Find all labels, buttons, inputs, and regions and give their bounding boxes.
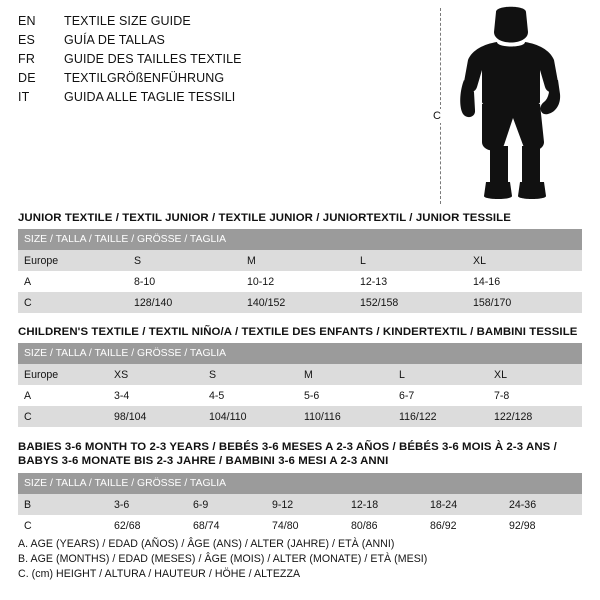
cell: 6-7 <box>393 385 488 406</box>
legend-line-c: C. (cm) HEIGHT / ALTURA / HAUTEUR / HÖHE / ALTEZZA <box>18 568 301 580</box>
row-label: C <box>18 292 128 313</box>
table-row <box>18 385 582 406</box>
cell: S <box>203 364 298 385</box>
cell: 92/98 <box>503 515 582 536</box>
language-title: GUIDA ALLE TAGLIE TESSILI <box>64 90 236 104</box>
height-measure-figure <box>426 6 586 206</box>
language-row <box>18 90 438 109</box>
cell: 98/104 <box>108 406 203 427</box>
row-label: A <box>18 271 128 292</box>
row-label: A <box>18 385 108 406</box>
height-measure-label: C <box>433 110 441 122</box>
cell: 5-6 <box>298 385 393 406</box>
cell: 6-9 <box>187 494 266 515</box>
language-code: IT <box>18 90 30 104</box>
cell: 18-24 <box>424 494 503 515</box>
table-row <box>18 271 582 292</box>
row-label: C <box>18 406 108 427</box>
cell: 122/128 <box>488 406 582 427</box>
cell: 116/122 <box>393 406 488 427</box>
cell: XS <box>108 364 203 385</box>
cell: 7-8 <box>488 385 582 406</box>
cell: 12-18 <box>345 494 424 515</box>
cell: 68/74 <box>187 515 266 536</box>
cell: 74/80 <box>266 515 345 536</box>
language-row <box>18 33 438 52</box>
table-row <box>18 250 582 271</box>
cell: 152/158 <box>354 292 467 313</box>
babies-size-table <box>18 473 582 536</box>
table-head-row <box>18 343 582 364</box>
table-head-label: SIZE / TALLA / TAILLE / GRÖSSE / TAGLIA <box>18 229 582 250</box>
language-code: EN <box>18 14 36 28</box>
row-label: Europe <box>18 250 128 271</box>
language-code: FR <box>18 52 36 66</box>
table-row <box>18 515 582 536</box>
language-row <box>18 52 438 71</box>
table-head-label: SIZE / TALLA / TAILLE / GRÖSSE / TAGLIA <box>18 473 582 494</box>
table-row <box>18 406 582 427</box>
language-code: DE <box>18 71 36 85</box>
section-title: BABIES 3-6 MONTH TO 2-3 YEARS / BEBÉS 3-6 MESES A 2-3 AÑOS / BÉBÉS 3-6 MOIS À 2-3 ANS / BABYS 3-6 MONATE BIS 2-3 JAHRE / BAMBINI 3-6 MESI A 2-3 ANNI <box>18 441 557 467</box>
legend-line-b: B. AGE (MONTHS) / EDAD (MESES) / ÂGE (MOIS) / ALTER (MONATE) / ETÀ (MESI) <box>18 553 428 565</box>
cell: 128/140 <box>128 292 241 313</box>
language-header-block <box>18 14 438 109</box>
language-title: TEXTILGRÖßENFÜHRUNG <box>64 71 225 85</box>
height-guide-line <box>440 8 441 204</box>
cell: 104/110 <box>203 406 298 427</box>
cell: 24-36 <box>503 494 582 515</box>
cell: L <box>354 250 467 271</box>
cell: 80/86 <box>345 515 424 536</box>
cell: 10-12 <box>241 271 354 292</box>
row-label: B <box>18 494 108 515</box>
language-title: TEXTILE SIZE GUIDE <box>64 14 191 28</box>
cell: M <box>298 364 393 385</box>
section-babies <box>18 440 584 536</box>
cell: 4-5 <box>203 385 298 406</box>
language-row <box>18 71 438 90</box>
section-title: CHILDREN'S TEXTILE / TEXTIL NIÑO/A / TEXTILE DES ENFANTS / KINDERTEXTIL / BAMBINI TESSILE <box>18 326 578 338</box>
cell: XL <box>488 364 582 385</box>
cell: XL <box>467 250 582 271</box>
children-size-table <box>18 343 582 427</box>
table-row <box>18 364 582 385</box>
table-row <box>18 292 582 313</box>
language-code: ES <box>18 33 36 47</box>
table-head-row <box>18 473 582 494</box>
cell: 110/116 <box>298 406 393 427</box>
section-title: JUNIOR TEXTILE / TEXTIL JUNIOR / TEXTILE JUNIOR / JUNIORTEXTIL / JUNIOR TESSILE <box>18 212 511 224</box>
cell: 62/68 <box>108 515 187 536</box>
legend-block <box>18 537 578 582</box>
cell: 12-13 <box>354 271 467 292</box>
cell: 8-10 <box>128 271 241 292</box>
row-label: Europe <box>18 364 108 385</box>
cell: M <box>241 250 354 271</box>
cell: S <box>128 250 241 271</box>
table-head-row <box>18 229 582 250</box>
cell: 86/92 <box>424 515 503 536</box>
junior-size-table <box>18 229 582 313</box>
table-row <box>18 494 582 515</box>
child-silhouette-icon <box>452 6 582 204</box>
language-title: GUÍA DE TALLAS <box>64 33 165 47</box>
table-head-label: SIZE / TALLA / TAILLE / GRÖSSE / TAGLIA <box>18 343 582 364</box>
cell: 140/152 <box>241 292 354 313</box>
section-junior <box>18 212 584 313</box>
cell: 3-6 <box>108 494 187 515</box>
row-label: C <box>18 515 108 536</box>
cell: L <box>393 364 488 385</box>
cell: 14-16 <box>467 271 582 292</box>
legend-line-a: A. AGE (YEARS) / EDAD (AÑOS) / ÂGE (ANS) / ALTER (JAHRE) / ETÀ (ANNI) <box>18 538 395 550</box>
size-tables <box>18 212 584 536</box>
section-children <box>18 326 584 427</box>
cell: 158/170 <box>467 292 582 313</box>
language-row <box>18 14 438 33</box>
language-title: GUIDE DES TAILLES TEXTILE <box>64 52 242 66</box>
cell: 9-12 <box>266 494 345 515</box>
cell: 3-4 <box>108 385 203 406</box>
